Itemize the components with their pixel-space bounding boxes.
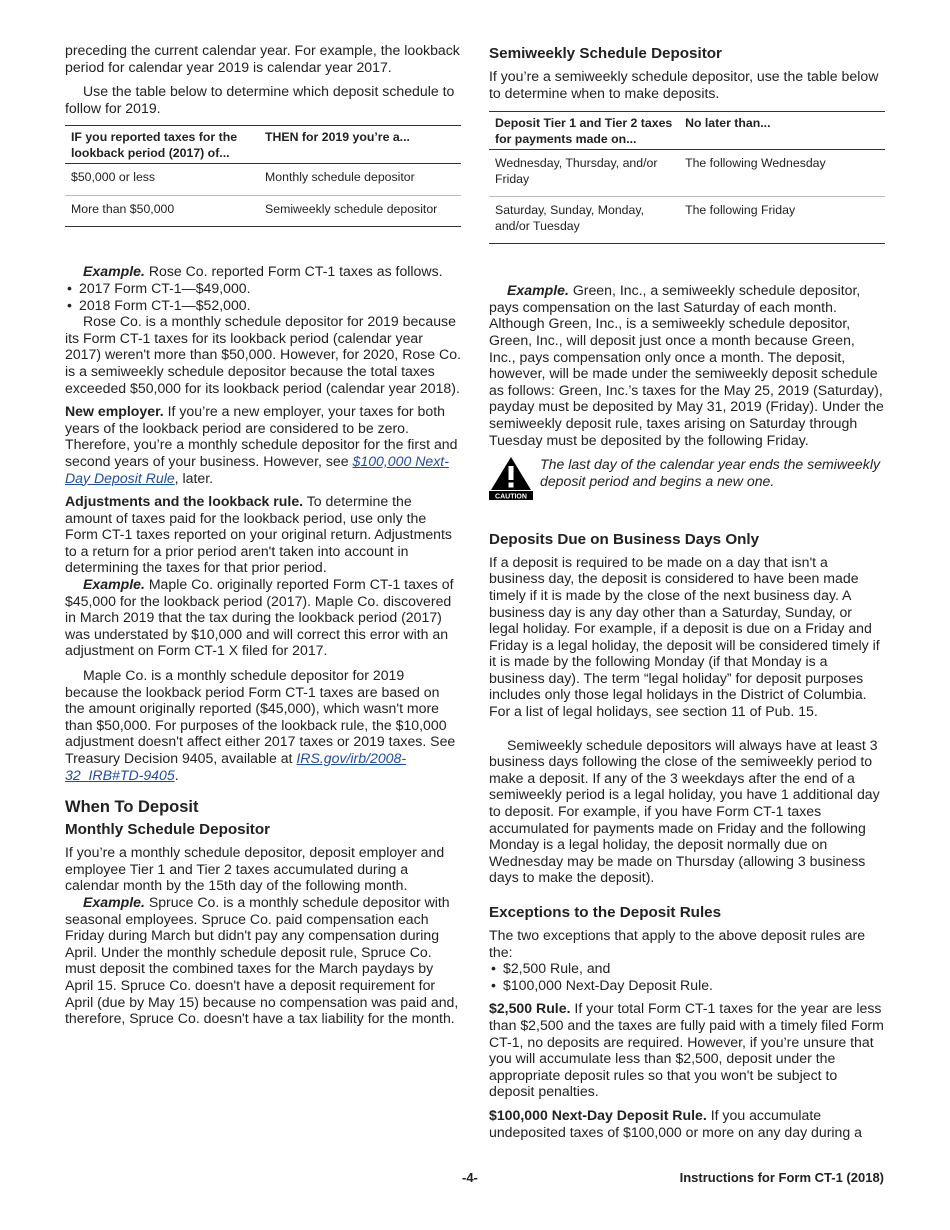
- table-cell-days: Saturday, Sunday, Monday, and/or Tuesday: [489, 197, 679, 244]
- list-item: • $100,000 Next-Day Deposit Rule.: [489, 977, 885, 994]
- new-employer-tail: , later.: [174, 469, 214, 486]
- example-text: Green, Inc., a semiweekly schedule depositor, pays compensation on the last Saturday of each month. Although Green, Inc., is a semiweekly schedule depositor, Green, Inc., will deposit just once a month because Green, Inc., pays compensation only once a month. The deposit, however, will be made under the semiweekly deposit schedule as follows: Green, Inc.’s taxes for the May 25, 2019 (Saturday), payday must be deposited by May 31, 2019 (Friday). Under the semiweekly deposit rule, taxes arising on Saturday through Tuesday must be deposited by the following Friday.: [489, 282, 884, 448]
- list-item: • $2,500 Rule, and: [489, 960, 885, 977]
- caution-icon: [489, 456, 533, 504]
- table-intro: Use the table below to determine which deposit schedule to follow for 2019.: [65, 83, 455, 116]
- next-day-deposit-rule-link[interactable]: $100,000 Next-Day Deposit Rule: [65, 452, 449, 486]
- new-employer-text: If you’re a new employer, your taxes for both years of the lookback period are considered to be zero. Therefore, you’re a monthly schedule depositor for the first and second years of your business. However, see: [65, 403, 458, 469]
- adjustments-paragraph: [65, 493, 461, 576]
- example-text: Rose Co. reported Form CT-1 taxes as follows.: [148, 263, 443, 280]
- table-cell-amount: $50,000 or less: [65, 164, 259, 196]
- list-item: • 2017 Form CT-1—$49,000.: [65, 280, 461, 297]
- treasury-decision-link[interactable]: IRS.gov/irb/2008-32_IRB#TD-9405: [65, 750, 407, 783]
- semiweekly-business-paragraph: Semiweekly schedule depositors will always have at least 3 business days following the close of the semiweekly period to make a deposit. If any of the 3 weekdays after the end of a semiweekly period is a legal holiday, you have 1 additional day to deposit. For example, if you have Form CT-1 taxes accumulated for payments made on Friday and the following Monday is a legal holiday, the deposit normally due on Wednesday may be made on Thursday (allowing 3 business days to make the deposit).: [489, 736, 880, 886]
- document-title: Instructions for Form CT-1 (2018): [679, 1170, 884, 1185]
- adjustments-text: To determine the amount of taxes paid for the lookback period, use only the Form CT-1 taxes reported on your original return. Adjustments to a return for a prior period aren't taken into account in determining the taxes for that prior period.: [65, 493, 452, 576]
- table-cell-days: Wednesday, Thursday, and/or Friday: [489, 150, 679, 197]
- example-label: Example.: [83, 893, 145, 910]
- table-cell-due: The following Friday: [679, 197, 885, 244]
- rose-paragraph: Rose Co. is a monthly schedule depositor for 2019 because its Form CT-1 taxes for its lookback period (calendar year 2017) weren't more than $50,000. However, for 2020, Rose Co. is a semiweekly schedule depositor because the total taxes exceeded $50,000 for its lookback period (calendar year 2018).: [65, 313, 461, 396]
- example-green: [489, 282, 885, 448]
- table-row: [65, 195, 461, 227]
- business-days-paragraph: If a deposit is required to be made on a day that isn't a business day, the deposit is considered to have been made timely if it is made by the close of the next business day. A business day is any day other than a Saturday, Sunday, or legal holiday. For example, if a deposit is due on a Friday and Friday is a legal holiday, the deposit will be considered timely if it is made by the following Monday (if that Monday is a business day). The term “legal holiday” for deposit purposes includes only those legal holidays in the District of Columbia. For a list of legal holidays, see section 11 of Pub. 15.: [489, 553, 880, 720]
- monthly-paragraph: If you’re a monthly schedule depositor, deposit employer and employee Tier 1 and Tier 2 taxes accumulated during a calendar month by the 15th day of the following month.: [65, 844, 445, 894]
- table-row: [489, 197, 885, 244]
- rule-100k-paragraph: [489, 1107, 885, 1140]
- example-maple: [65, 576, 461, 659]
- exceptions-paragraph: The two exceptions that apply to the above deposit rules are the:: [489, 927, 866, 960]
- intro-paragraph: preceding the current calendar year. For example, the lookback period for calendar year 2019 is calendar year 2017.: [65, 42, 460, 75]
- table-cell-amount: More than $50,000: [65, 195, 259, 227]
- semiweekly-table: [489, 111, 885, 244]
- rule-100k-text: If you accumulate undeposited taxes of $100,000 or more on any day during a: [489, 1106, 862, 1140]
- maple-tail: .: [174, 766, 179, 783]
- example-rose: [65, 263, 461, 280]
- new-employer-paragraph: [65, 403, 461, 486]
- caution-note: [489, 456, 885, 504]
- example-text: Spruce Co. is a monthly schedule depositor with seasonal employees. Spruce Co. paid compensation each Friday during March but didn't pay any compensation during April. Under the monthly schedule deposit rule, Spruce Co. must deposit the combined taxes for the March paydays by April 15. Spruce Co. doesn't have a deposit requirement for April (due by May 15) because no compensation was paid and, therefore, Spruce Co. doesn't have a tax liability for the month.: [65, 893, 459, 1027]
- lookback-table: [65, 125, 461, 227]
- table-cell-schedule: Monthly schedule depositor: [259, 164, 461, 196]
- example-label: Example.: [83, 576, 145, 593]
- table-row: [65, 164, 461, 196]
- table-cell-schedule: Semiweekly schedule depositor: [259, 195, 461, 227]
- when-to-deposit-heading: When To Deposit: [65, 798, 199, 817]
- adjustments-label: Adjustments and the lookback rule.: [65, 493, 304, 510]
- rule-2500-label: $2,500 Rule.: [489, 1000, 571, 1017]
- semiweekly-paragraph: If you’re a semiweekly schedule depositor, use the table below to determine when to make deposits.: [489, 68, 879, 101]
- caution-text: The last day of the calendar year ends the semiweekly deposit period and begins a new one.: [540, 456, 880, 489]
- rose-bullet-list: [65, 280, 461, 313]
- rule-2500-text: If your total Form CT-1 taxes for the year are less than $2,500 and the taxes are fully paid with a timely filed Form CT-1, no deposits are required. However, if you’re unsure that you will accumulate less than $2,500, deposit under the appropriate deposit rules so that you won't be subject to deposit penalties.: [489, 1000, 884, 1100]
- business-days-heading: Deposits Due on Business Days Only: [489, 530, 760, 548]
- example-text: Maple Co. originally reported Form CT-1 taxes of $45,000 for the lookback period (2017). Maple Co. discovered in March 2019 that the tax during the lookback period (2017) was understated by $10,000 and will correct this error with an adjustment on Form CT-1 X filed for 2017.: [65, 576, 454, 659]
- semiweekly-depositor-heading: Semiweekly Schedule Depositor: [489, 45, 722, 62]
- table-cell-due: The following Wednesday: [679, 150, 885, 197]
- example-label: Example.: [83, 263, 145, 280]
- maple-paragraph: [65, 667, 461, 783]
- table-header-later: No later than...: [679, 112, 885, 150]
- table-header-then: THEN for 2019 you’re a...: [259, 126, 461, 164]
- list-item: • 2018 Form CT-1—$52,000.: [65, 297, 461, 314]
- rule-2500-paragraph: [489, 1000, 885, 1100]
- left-column: [65, 42, 461, 1027]
- exceptions-heading: Exceptions to the Deposit Rules: [489, 904, 722, 921]
- page-number: -4-: [462, 1170, 478, 1185]
- monthly-depositor-heading: Monthly Schedule Depositor: [65, 821, 271, 839]
- example-label: Example.: [507, 282, 569, 299]
- maple-text: Maple Co. is a monthly schedule depositor for 2019 because the lookback period Form CT-1 taxes are based on the amount originally reported ($45,000), which wasn't more than $50,000. For purposes of the lookback rule, the $10,000 adjustment doesn't affect either 2017 taxes or 2019 taxes. See Treasury Decision 9405, available at: [65, 667, 456, 766]
- rule-100k-label: $100,000 Next-Day Deposit Rule.: [489, 1106, 707, 1123]
- new-employer-label: New employer.: [65, 403, 164, 420]
- table-header-if: IF you reported taxes for the lookback period (2017) of...: [65, 126, 259, 164]
- table-header-deposit: Deposit Tier 1 and Tier 2 taxes for payments made on...: [489, 112, 679, 150]
- exceptions-bullet-list: [489, 960, 885, 993]
- example-spruce: [65, 894, 461, 1027]
- right-column: [489, 42, 885, 1140]
- caution-label: CAUTION: [495, 493, 527, 501]
- table-row: [489, 150, 885, 197]
